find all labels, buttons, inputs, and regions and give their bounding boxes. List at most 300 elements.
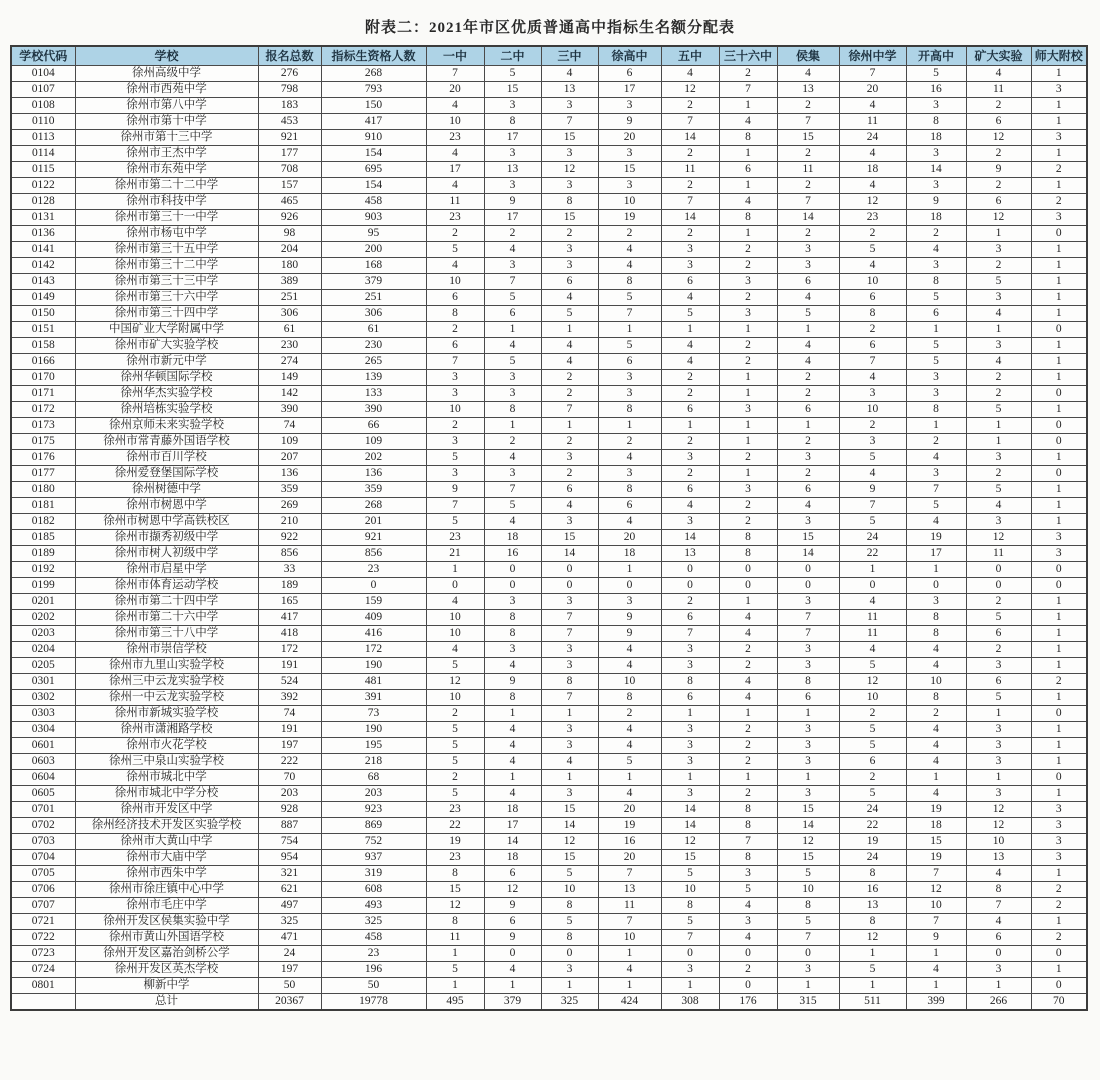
value-cell: 10 bbox=[426, 689, 484, 705]
value-cell: 3 bbox=[541, 737, 598, 753]
school-code-cell: 0705 bbox=[11, 865, 75, 881]
value-cell: 1 bbox=[906, 977, 966, 993]
value-cell: 1 bbox=[1031, 753, 1087, 769]
value-cell: 5 bbox=[839, 513, 906, 529]
school-code-cell: 0128 bbox=[11, 193, 75, 209]
value-cell: 2 bbox=[719, 497, 777, 513]
value-cell: 17 bbox=[906, 545, 966, 561]
value-cell: 11 bbox=[839, 113, 906, 129]
value-cell: 4 bbox=[777, 497, 839, 513]
value-cell: 0 bbox=[1031, 321, 1087, 337]
value-cell: 3 bbox=[906, 385, 966, 401]
value-cell: 8 bbox=[484, 689, 541, 705]
value-cell: 9 bbox=[839, 481, 906, 497]
value-cell: 5 bbox=[426, 721, 484, 737]
value-cell: 0 bbox=[1031, 225, 1087, 241]
value-cell: 7 bbox=[839, 353, 906, 369]
value-cell: 3 bbox=[661, 449, 719, 465]
value-cell: 2 bbox=[719, 289, 777, 305]
value-cell: 1 bbox=[1031, 401, 1087, 417]
value-cell: 8 bbox=[541, 929, 598, 945]
value-cell: 4 bbox=[906, 449, 966, 465]
school-name-cell: 徐州市矿大实验学校 bbox=[75, 337, 258, 353]
value-cell: 0 bbox=[839, 577, 906, 593]
value-cell: 0 bbox=[541, 561, 598, 577]
value-cell: 0 bbox=[1031, 977, 1087, 993]
value-cell: 4 bbox=[598, 961, 661, 977]
school-code-cell: 0199 bbox=[11, 577, 75, 593]
value-cell: 5 bbox=[541, 305, 598, 321]
table-row bbox=[11, 977, 1087, 993]
total-row bbox=[11, 993, 1087, 1010]
school-code-cell: 0201 bbox=[11, 593, 75, 609]
value-cell: 3 bbox=[906, 97, 966, 113]
value-cell: 4 bbox=[839, 465, 906, 481]
column-header: 二中 bbox=[484, 46, 541, 65]
table-row bbox=[11, 113, 1087, 129]
value-cell: 2 bbox=[661, 385, 719, 401]
value-cell: 10 bbox=[661, 881, 719, 897]
value-cell: 23 bbox=[426, 529, 484, 545]
value-cell: 2 bbox=[719, 753, 777, 769]
school-name-cell: 徐州市树人初级中学 bbox=[75, 545, 258, 561]
value-cell: 1 bbox=[1031, 449, 1087, 465]
value-cell: 2 bbox=[777, 465, 839, 481]
value-cell: 5 bbox=[598, 337, 661, 353]
value-cell: 1 bbox=[719, 177, 777, 193]
column-header: 指标生资格人数 bbox=[321, 46, 426, 65]
value-cell: 325 bbox=[258, 913, 321, 929]
value-cell: 6 bbox=[661, 689, 719, 705]
value-cell: 4 bbox=[484, 449, 541, 465]
value-cell: 4 bbox=[839, 97, 906, 113]
value-cell: 3 bbox=[541, 449, 598, 465]
school-code-cell: 0723 bbox=[11, 945, 75, 961]
total-value-cell: 379 bbox=[484, 993, 541, 1010]
value-cell: 6 bbox=[661, 273, 719, 289]
value-cell: 1 bbox=[1031, 625, 1087, 641]
school-code-cell: 0601 bbox=[11, 737, 75, 753]
school-code-cell: 0149 bbox=[11, 289, 75, 305]
value-cell: 4 bbox=[598, 721, 661, 737]
value-cell: 3 bbox=[598, 465, 661, 481]
value-cell: 159 bbox=[321, 593, 426, 609]
value-cell: 12 bbox=[426, 897, 484, 913]
value-cell: 2 bbox=[719, 737, 777, 753]
value-cell: 17 bbox=[426, 161, 484, 177]
table-row bbox=[11, 593, 1087, 609]
value-cell: 4 bbox=[719, 929, 777, 945]
value-cell: 222 bbox=[258, 753, 321, 769]
value-cell: 3 bbox=[484, 97, 541, 113]
value-cell: 379 bbox=[321, 273, 426, 289]
value-cell: 903 bbox=[321, 209, 426, 225]
value-cell: 4 bbox=[777, 289, 839, 305]
value-cell: 191 bbox=[258, 657, 321, 673]
value-cell: 3 bbox=[777, 737, 839, 753]
value-cell: 24 bbox=[839, 529, 906, 545]
value-cell: 1 bbox=[1031, 785, 1087, 801]
value-cell: 4 bbox=[484, 737, 541, 753]
value-cell: 6 bbox=[966, 193, 1031, 209]
value-cell: 2 bbox=[839, 769, 906, 785]
value-cell: 2 bbox=[777, 369, 839, 385]
value-cell: 2 bbox=[719, 641, 777, 657]
value-cell: 12 bbox=[541, 161, 598, 177]
value-cell: 7 bbox=[661, 929, 719, 945]
table-row bbox=[11, 433, 1087, 449]
value-cell: 2 bbox=[966, 145, 1031, 161]
value-cell: 269 bbox=[258, 497, 321, 513]
value-cell: 8 bbox=[906, 609, 966, 625]
school-name-cell: 徐州市火花学校 bbox=[75, 737, 258, 753]
value-cell: 2 bbox=[777, 433, 839, 449]
value-cell: 2 bbox=[1031, 161, 1087, 177]
value-cell: 493 bbox=[321, 897, 426, 913]
school-name-cell: 徐州华顿国际学校 bbox=[75, 369, 258, 385]
value-cell: 3 bbox=[484, 465, 541, 481]
value-cell: 3 bbox=[777, 257, 839, 273]
value-cell: 5 bbox=[839, 785, 906, 801]
value-cell: 1 bbox=[1031, 689, 1087, 705]
value-cell: 12 bbox=[661, 81, 719, 97]
value-cell: 3 bbox=[966, 449, 1031, 465]
value-cell: 465 bbox=[258, 193, 321, 209]
value-cell: 1 bbox=[484, 321, 541, 337]
value-cell: 390 bbox=[258, 401, 321, 417]
value-cell: 165 bbox=[258, 593, 321, 609]
value-cell: 2 bbox=[777, 177, 839, 193]
table-row bbox=[11, 209, 1087, 225]
school-code-cell: 0303 bbox=[11, 705, 75, 721]
value-cell: 15 bbox=[541, 129, 598, 145]
value-cell: 8 bbox=[719, 817, 777, 833]
value-cell: 6 bbox=[966, 673, 1031, 689]
table-row bbox=[11, 369, 1087, 385]
school-code-cell: 0141 bbox=[11, 241, 75, 257]
value-cell: 418 bbox=[258, 625, 321, 641]
value-cell: 1 bbox=[719, 369, 777, 385]
column-header: 五中 bbox=[661, 46, 719, 65]
value-cell: 109 bbox=[321, 433, 426, 449]
value-cell: 274 bbox=[258, 353, 321, 369]
value-cell: 14 bbox=[906, 161, 966, 177]
school-code-cell: 0205 bbox=[11, 657, 75, 673]
value-cell: 708 bbox=[258, 161, 321, 177]
value-cell: 16 bbox=[598, 833, 661, 849]
value-cell: 0 bbox=[321, 577, 426, 593]
table-row bbox=[11, 497, 1087, 513]
value-cell: 2 bbox=[906, 225, 966, 241]
value-cell: 1 bbox=[1031, 241, 1087, 257]
value-cell: 453 bbox=[258, 113, 321, 129]
value-cell: 8 bbox=[966, 881, 1031, 897]
value-cell: 230 bbox=[321, 337, 426, 353]
value-cell: 0 bbox=[484, 561, 541, 577]
value-cell: 74 bbox=[258, 705, 321, 721]
value-cell: 0 bbox=[426, 577, 484, 593]
value-cell: 4 bbox=[541, 65, 598, 81]
value-cell: 18 bbox=[484, 801, 541, 817]
table-row bbox=[11, 257, 1087, 273]
value-cell: 3 bbox=[966, 289, 1031, 305]
value-cell: 0 bbox=[966, 561, 1031, 577]
value-cell: 197 bbox=[258, 737, 321, 753]
value-cell: 12 bbox=[661, 833, 719, 849]
value-cell: 12 bbox=[966, 817, 1031, 833]
value-cell: 754 bbox=[258, 833, 321, 849]
value-cell: 3 bbox=[906, 593, 966, 609]
total-value-cell: 399 bbox=[906, 993, 966, 1010]
value-cell: 3 bbox=[598, 177, 661, 193]
value-cell: 5 bbox=[777, 865, 839, 881]
value-cell: 3 bbox=[426, 385, 484, 401]
value-cell: 1 bbox=[1031, 177, 1087, 193]
value-cell: 3 bbox=[966, 753, 1031, 769]
value-cell: 3 bbox=[541, 145, 598, 161]
value-cell: 3 bbox=[777, 961, 839, 977]
value-cell: 70 bbox=[258, 769, 321, 785]
value-cell: 13 bbox=[484, 161, 541, 177]
value-cell: 12 bbox=[839, 929, 906, 945]
value-cell: 3 bbox=[1031, 529, 1087, 545]
value-cell: 15 bbox=[541, 209, 598, 225]
table-row bbox=[11, 321, 1087, 337]
value-cell: 1 bbox=[541, 321, 598, 337]
table-row bbox=[11, 65, 1087, 81]
total-label-cell: 总计 bbox=[75, 993, 258, 1010]
table-row bbox=[11, 865, 1087, 881]
value-cell: 926 bbox=[258, 209, 321, 225]
value-cell: 0 bbox=[484, 945, 541, 961]
value-cell: 6 bbox=[598, 497, 661, 513]
value-cell: 0 bbox=[541, 577, 598, 593]
value-cell: 3 bbox=[541, 785, 598, 801]
value-cell: 3 bbox=[1031, 833, 1087, 849]
value-cell: 471 bbox=[258, 929, 321, 945]
allocation-table bbox=[10, 45, 1088, 1011]
value-cell: 61 bbox=[321, 321, 426, 337]
value-cell: 2 bbox=[661, 593, 719, 609]
value-cell: 1 bbox=[966, 769, 1031, 785]
value-cell: 798 bbox=[258, 81, 321, 97]
value-cell: 5 bbox=[426, 785, 484, 801]
value-cell: 12 bbox=[966, 801, 1031, 817]
value-cell: 7 bbox=[966, 897, 1031, 913]
value-cell: 9 bbox=[598, 625, 661, 641]
value-cell: 15 bbox=[426, 881, 484, 897]
value-cell: 8 bbox=[906, 689, 966, 705]
value-cell: 3 bbox=[966, 337, 1031, 353]
school-name-cell: 徐州市启星中学 bbox=[75, 561, 258, 577]
value-cell: 2 bbox=[719, 785, 777, 801]
value-cell: 10 bbox=[598, 193, 661, 209]
value-cell: 2 bbox=[777, 97, 839, 113]
value-cell: 33 bbox=[258, 561, 321, 577]
value-cell: 5 bbox=[719, 881, 777, 897]
value-cell: 14 bbox=[541, 817, 598, 833]
value-cell: 1 bbox=[1031, 481, 1087, 497]
value-cell: 9 bbox=[906, 929, 966, 945]
value-cell: 3 bbox=[966, 241, 1031, 257]
table-row bbox=[11, 353, 1087, 369]
school-code-cell: 0703 bbox=[11, 833, 75, 849]
value-cell: 954 bbox=[258, 849, 321, 865]
value-cell: 1 bbox=[661, 977, 719, 993]
value-cell: 3 bbox=[426, 465, 484, 481]
table-row bbox=[11, 337, 1087, 353]
table-row bbox=[11, 401, 1087, 417]
value-cell: 1 bbox=[1031, 961, 1087, 977]
value-cell: 19 bbox=[906, 801, 966, 817]
value-cell: 2 bbox=[719, 257, 777, 273]
value-cell: 7 bbox=[598, 865, 661, 881]
value-cell: 1 bbox=[719, 321, 777, 337]
value-cell: 1 bbox=[484, 417, 541, 433]
value-cell: 0 bbox=[719, 977, 777, 993]
value-cell: 0 bbox=[906, 577, 966, 593]
value-cell: 1 bbox=[906, 945, 966, 961]
school-name-cell: 徐州市毛庄中学 bbox=[75, 897, 258, 913]
value-cell: 1 bbox=[906, 321, 966, 337]
school-name-cell: 徐州市第三十三中学 bbox=[75, 273, 258, 289]
school-code-cell: 0166 bbox=[11, 353, 75, 369]
value-cell: 6 bbox=[966, 929, 1031, 945]
column-header: 侯集 bbox=[777, 46, 839, 65]
value-cell: 6 bbox=[598, 65, 661, 81]
school-code-cell: 0142 bbox=[11, 257, 75, 273]
value-cell: 4 bbox=[661, 65, 719, 81]
value-cell: 24 bbox=[839, 849, 906, 865]
value-cell: 1 bbox=[719, 417, 777, 433]
value-cell: 0 bbox=[1031, 769, 1087, 785]
value-cell: 3 bbox=[661, 641, 719, 657]
value-cell: 18 bbox=[906, 209, 966, 225]
value-cell: 2 bbox=[426, 225, 484, 241]
school-code-cell: 0704 bbox=[11, 849, 75, 865]
value-cell: 1 bbox=[1031, 65, 1087, 81]
table-row bbox=[11, 177, 1087, 193]
table-row bbox=[11, 577, 1087, 593]
value-cell: 19 bbox=[906, 529, 966, 545]
value-cell: 695 bbox=[321, 161, 426, 177]
school-code-cell: 0604 bbox=[11, 769, 75, 785]
value-cell: 11 bbox=[598, 897, 661, 913]
value-cell: 10 bbox=[426, 273, 484, 289]
value-cell: 10 bbox=[906, 897, 966, 913]
table-row bbox=[11, 961, 1087, 977]
value-cell: 1 bbox=[839, 945, 906, 961]
value-cell: 190 bbox=[321, 721, 426, 737]
value-cell: 20 bbox=[426, 81, 484, 97]
value-cell: 3 bbox=[661, 513, 719, 529]
value-cell: 23 bbox=[321, 561, 426, 577]
school-code-cell: 0706 bbox=[11, 881, 75, 897]
value-cell: 23 bbox=[839, 209, 906, 225]
column-header: 师大附校 bbox=[1031, 46, 1087, 65]
value-cell: 3 bbox=[777, 593, 839, 609]
value-cell: 3 bbox=[906, 257, 966, 273]
school-name-cell: 徐州开发区嘉治剑桥公学 bbox=[75, 945, 258, 961]
value-cell: 4 bbox=[719, 689, 777, 705]
value-cell: 5 bbox=[661, 913, 719, 929]
value-cell: 196 bbox=[321, 961, 426, 977]
total-value-cell bbox=[11, 993, 75, 1010]
value-cell: 4 bbox=[661, 497, 719, 513]
value-cell: 5 bbox=[839, 721, 906, 737]
value-cell: 0 bbox=[777, 577, 839, 593]
value-cell: 4 bbox=[541, 337, 598, 353]
value-cell: 0 bbox=[661, 945, 719, 961]
value-cell: 8 bbox=[906, 113, 966, 129]
value-cell: 1 bbox=[719, 465, 777, 481]
value-cell: 195 bbox=[321, 737, 426, 753]
value-cell: 5 bbox=[598, 753, 661, 769]
value-cell: 0 bbox=[1031, 945, 1087, 961]
value-cell: 23 bbox=[426, 849, 484, 865]
school-name-cell: 徐州市杨屯中学 bbox=[75, 225, 258, 241]
value-cell: 1 bbox=[777, 705, 839, 721]
value-cell: 8 bbox=[541, 897, 598, 913]
value-cell: 1 bbox=[541, 769, 598, 785]
value-cell: 50 bbox=[321, 977, 426, 993]
value-cell: 1 bbox=[541, 977, 598, 993]
value-cell: 0 bbox=[777, 945, 839, 961]
value-cell: 2 bbox=[719, 353, 777, 369]
value-cell: 13 bbox=[541, 81, 598, 97]
value-cell: 417 bbox=[321, 113, 426, 129]
table-row bbox=[11, 817, 1087, 833]
school-code-cell: 0158 bbox=[11, 337, 75, 353]
value-cell: 11 bbox=[839, 609, 906, 625]
value-cell: 14 bbox=[777, 545, 839, 561]
value-cell: 4 bbox=[966, 497, 1031, 513]
value-cell: 9 bbox=[906, 193, 966, 209]
value-cell: 6 bbox=[839, 289, 906, 305]
value-cell: 6 bbox=[966, 113, 1031, 129]
value-cell: 3 bbox=[839, 433, 906, 449]
value-cell: 8 bbox=[719, 545, 777, 561]
value-cell: 15 bbox=[598, 161, 661, 177]
school-name-cell: 徐州经济技术开发区实验学校 bbox=[75, 817, 258, 833]
value-cell: 6 bbox=[484, 305, 541, 321]
value-cell: 2 bbox=[966, 465, 1031, 481]
value-cell: 3 bbox=[484, 145, 541, 161]
value-cell: 4 bbox=[598, 513, 661, 529]
school-name-cell: 徐州市第三十五中学 bbox=[75, 241, 258, 257]
value-cell: 1 bbox=[966, 225, 1031, 241]
value-cell: 3 bbox=[719, 481, 777, 497]
value-cell: 3 bbox=[906, 145, 966, 161]
value-cell: 5 bbox=[906, 337, 966, 353]
value-cell: 1 bbox=[719, 225, 777, 241]
value-cell: 10 bbox=[541, 881, 598, 897]
value-cell: 306 bbox=[321, 305, 426, 321]
school-name-cell: 柳新中学 bbox=[75, 977, 258, 993]
value-cell: 3 bbox=[484, 257, 541, 273]
value-cell: 409 bbox=[321, 609, 426, 625]
value-cell: 0 bbox=[598, 577, 661, 593]
value-cell: 8 bbox=[598, 689, 661, 705]
table-row bbox=[11, 305, 1087, 321]
value-cell: 0 bbox=[484, 577, 541, 593]
value-cell: 10 bbox=[426, 609, 484, 625]
school-name-cell: 徐州三中泉山实验学校 bbox=[75, 753, 258, 769]
value-cell: 3 bbox=[426, 433, 484, 449]
value-cell: 0 bbox=[1031, 433, 1087, 449]
value-cell: 5 bbox=[839, 241, 906, 257]
value-cell: 8 bbox=[839, 865, 906, 881]
